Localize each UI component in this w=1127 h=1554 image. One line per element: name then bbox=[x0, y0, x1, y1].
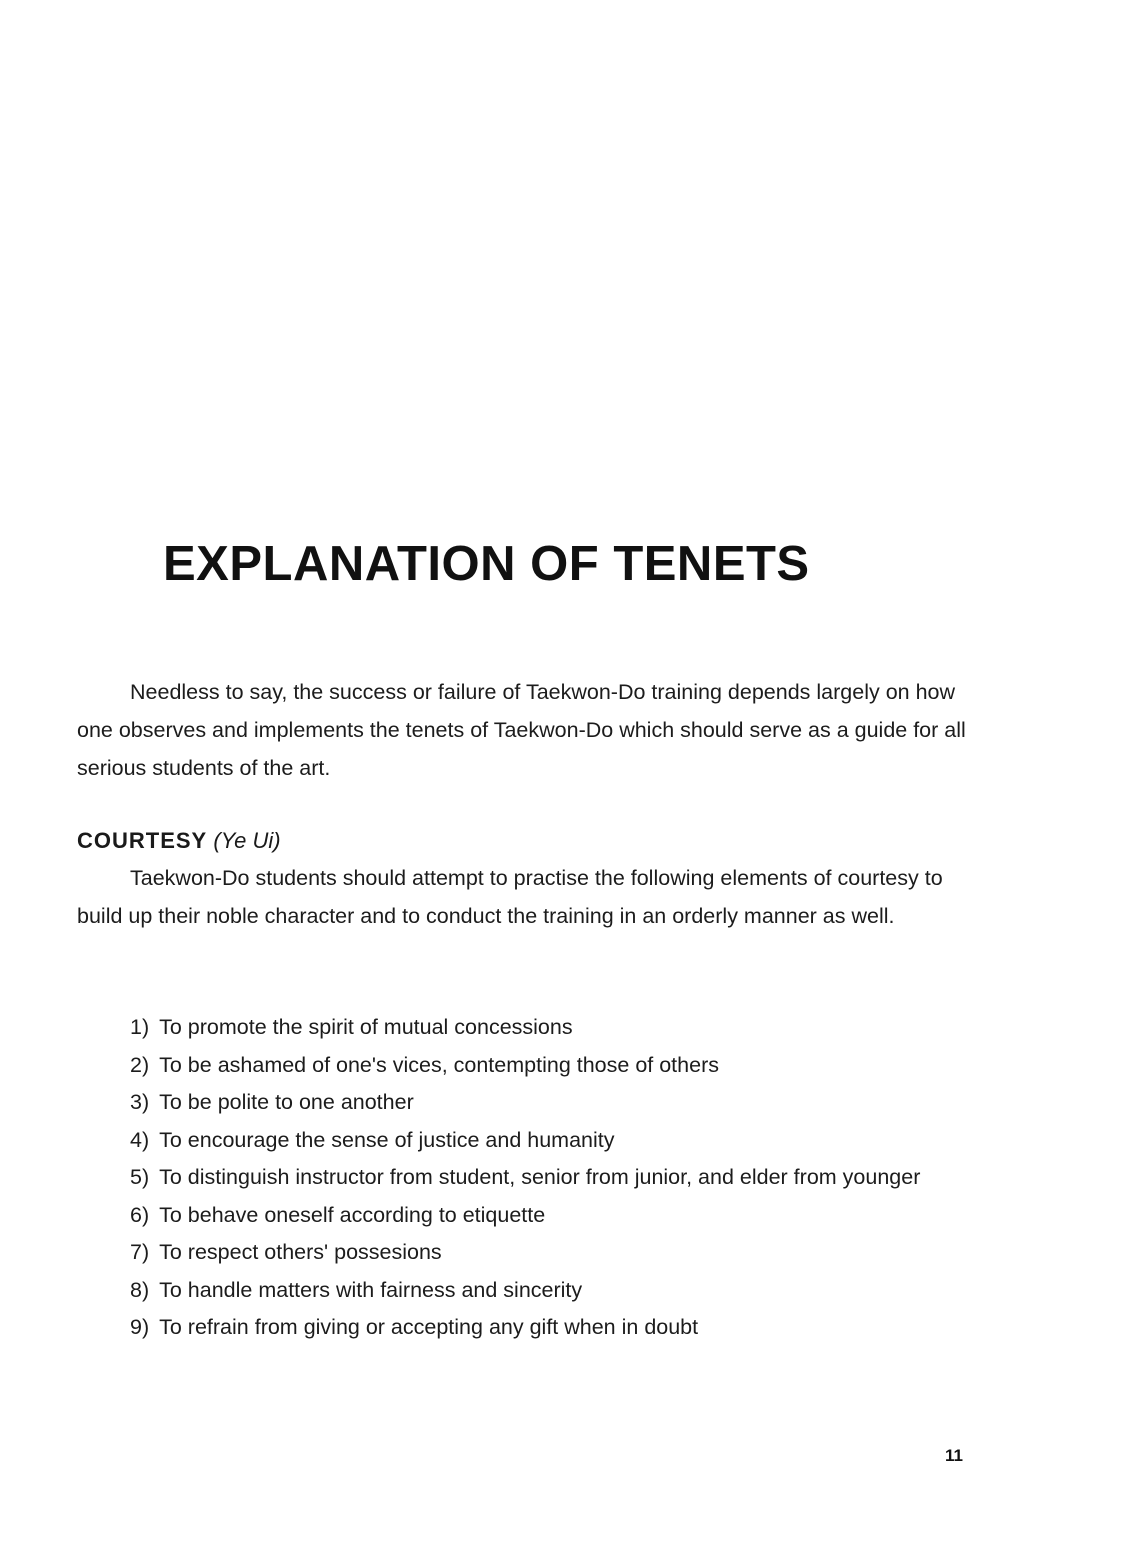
list-item-text: To distinguish instructor from student, senior from junior, and elder from younger bbox=[159, 1165, 921, 1189]
section-heading bbox=[77, 824, 281, 858]
list-item bbox=[77, 1272, 977, 1310]
list-item-text: To handle matters with fairness and sincerity bbox=[159, 1277, 583, 1302]
section-heading-name: COURTESY bbox=[77, 828, 208, 853]
list-item-text: To be ashamed of one's vices, contempting those of others bbox=[159, 1052, 719, 1077]
list-item-text: To encourage the sense of justice and humanity bbox=[159, 1127, 615, 1152]
list-item bbox=[77, 1047, 977, 1085]
intro-paragraph bbox=[77, 673, 977, 787]
list-item-text: To respect others' possesions bbox=[159, 1240, 442, 1264]
list-item-number: 6) bbox=[130, 1202, 150, 1227]
list-item bbox=[77, 1309, 977, 1347]
list-item-text: To behave oneself according to etiquette bbox=[159, 1202, 546, 1227]
courtesy-elements-list bbox=[77, 1009, 977, 1347]
list-item-number: 7) bbox=[130, 1240, 150, 1264]
section-intro-paragraph bbox=[77, 859, 977, 935]
page-number: 11 bbox=[945, 1446, 963, 1465]
intro-text: Needless to say, the success or failure of Taekwon-Do training depends largely on how one observes and implements the tenets of Taekwon-Do which should serve as a guide for all serious students of the art. bbox=[77, 680, 966, 780]
list-item-number: 9) bbox=[130, 1315, 150, 1339]
list-item-number: 4) bbox=[130, 1127, 150, 1152]
list-item-number: 8) bbox=[130, 1277, 150, 1302]
page-title: EXPLANATION OF TENETS bbox=[163, 537, 810, 591]
list-item bbox=[77, 1234, 977, 1272]
list-item-number: 3) bbox=[130, 1090, 150, 1114]
list-item bbox=[77, 1084, 977, 1122]
section-intro-text: Taekwon-Do students should attempt to practise the following elements of courtesy to build up their noble character and to conduct the training in an orderly manner as well. bbox=[77, 866, 943, 928]
list-item-number: 5) bbox=[130, 1165, 150, 1189]
list-item bbox=[77, 1197, 977, 1235]
list-item bbox=[77, 1009, 977, 1047]
list-item bbox=[77, 1159, 977, 1197]
list-item-text: To promote the spirit of mutual concessions bbox=[159, 1015, 573, 1039]
list-item-number: 2) bbox=[130, 1052, 150, 1077]
section-heading-korean: (Ye Ui) bbox=[213, 828, 281, 853]
list-item-text: To refrain from giving or accepting any gift when in doubt bbox=[159, 1315, 699, 1339]
list-item bbox=[77, 1122, 977, 1160]
list-item-number: 1) bbox=[130, 1015, 150, 1039]
list-item-text: To be polite to one another bbox=[159, 1090, 414, 1114]
